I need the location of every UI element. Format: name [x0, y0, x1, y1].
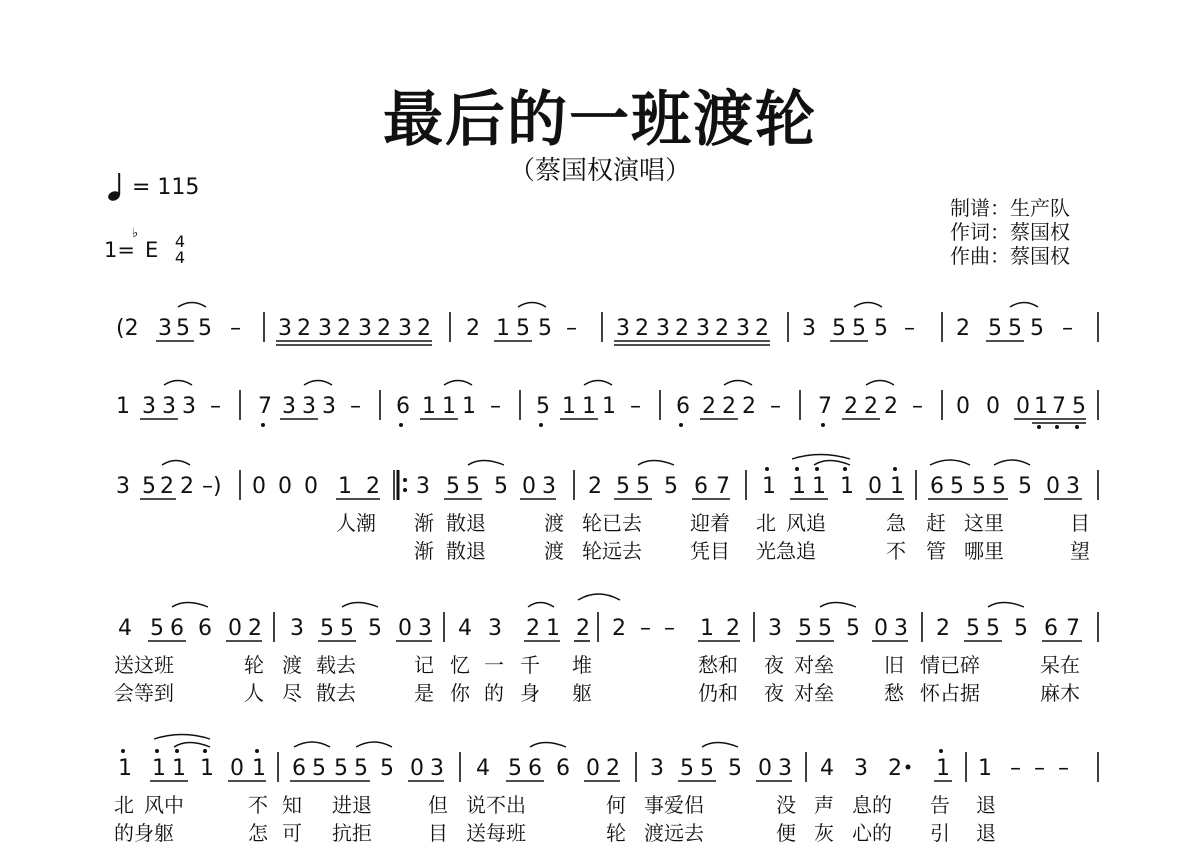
svg-text:0: 0: [252, 474, 266, 499]
svg-text:散退: 散退: [446, 511, 486, 535]
svg-text:2: 2: [576, 616, 590, 641]
svg-text:堆: 堆: [572, 653, 592, 677]
svg-text:5: 5: [1030, 316, 1044, 341]
svg-text:3: 3: [778, 756, 792, 781]
svg-text:迎着: 迎着: [690, 511, 730, 535]
svg-text:3: 3: [768, 616, 782, 641]
svg-text:1: 1: [890, 474, 904, 499]
svg-text:退: 退: [976, 821, 996, 845]
svg-text:2: 2: [864, 394, 878, 419]
svg-text:可: 可: [282, 821, 302, 845]
svg-text:3: 3: [290, 616, 304, 641]
svg-text:0: 0: [410, 756, 424, 781]
svg-text:–: –: [664, 616, 675, 641]
svg-text:不: 不: [886, 539, 906, 563]
svg-text:5: 5: [142, 474, 156, 499]
svg-text:2: 2: [675, 316, 689, 341]
svg-text:2: 2: [466, 316, 480, 341]
svg-text:5: 5: [176, 316, 190, 341]
svg-text:0: 0: [522, 474, 536, 499]
svg-text:2: 2: [366, 474, 380, 499]
svg-text:5: 5: [150, 616, 164, 641]
svg-text:5: 5: [508, 756, 522, 781]
svg-text:5: 5: [1072, 394, 1086, 419]
svg-text:5: 5: [494, 474, 508, 499]
svg-text:事爱侣: 事爱侣: [644, 793, 704, 817]
svg-text:管: 管: [926, 539, 946, 563]
svg-text:6: 6: [694, 474, 708, 499]
svg-text:3: 3: [650, 756, 664, 781]
svg-text:5: 5: [636, 474, 650, 499]
svg-text:5: 5: [320, 616, 334, 641]
svg-text:对垒: 对垒: [794, 653, 834, 677]
svg-text:凭目: 凭目: [690, 539, 730, 563]
svg-text:5: 5: [664, 474, 678, 499]
svg-text:2: 2: [715, 316, 729, 341]
svg-text:2: 2: [936, 616, 950, 641]
svg-text:夜: 夜: [764, 653, 784, 677]
svg-text:光急追: 光急追: [756, 539, 816, 563]
svg-text:5: 5: [616, 474, 630, 499]
svg-text:–: –: [1058, 756, 1069, 781]
lyricist-credit: 作词：蔡国权: [950, 220, 1070, 244]
svg-text:赶: 赶: [926, 511, 946, 535]
svg-text:呆在: 呆在: [1040, 653, 1080, 677]
svg-text:2: 2: [160, 474, 174, 499]
svg-text:告: 告: [930, 793, 950, 817]
svg-text:1: 1: [252, 756, 266, 781]
svg-text:渡: 渡: [544, 539, 564, 563]
svg-text:0: 0: [986, 394, 1000, 419]
svg-text:风中: 风中: [144, 793, 184, 817]
svg-text:1: 1: [152, 756, 166, 781]
svg-text:0: 0: [1046, 474, 1060, 499]
svg-text:5: 5: [1008, 316, 1022, 341]
svg-text:0: 0: [586, 756, 600, 781]
svg-text:身: 身: [520, 681, 540, 705]
svg-text:3: 3: [430, 756, 444, 781]
svg-text:载去: 载去: [316, 653, 356, 677]
svg-text:麻木: 麻木: [1040, 681, 1080, 705]
svg-text:5: 5: [334, 756, 348, 781]
svg-text:5: 5: [700, 756, 714, 781]
svg-text:0: 0: [304, 474, 318, 499]
arranger-credit: 制谱：生产队: [950, 196, 1070, 220]
svg-text:5: 5: [966, 616, 980, 641]
svg-text:5: 5: [198, 316, 212, 341]
svg-text:2: 2: [337, 316, 351, 341]
svg-text:5: 5: [852, 316, 866, 341]
svg-text:北: 北: [756, 511, 776, 535]
svg-text:2: 2: [377, 316, 391, 341]
svg-text:2: 2: [884, 394, 898, 419]
svg-text:–: –: [566, 316, 577, 341]
staff-row-5: [118, 756, 1069, 781]
svg-text:3: 3: [802, 316, 816, 341]
svg-text:6: 6: [1044, 616, 1058, 641]
svg-text:2: 2: [180, 474, 194, 499]
svg-text:5: 5: [972, 474, 986, 499]
svg-text:这里: 这里: [964, 511, 1004, 535]
song-title: 最后的一班渡轮: [383, 85, 817, 155]
svg-text:1: 1: [812, 474, 826, 499]
svg-text:对垒: 对垒: [794, 681, 834, 705]
repeat-dots: [403, 478, 407, 492]
svg-text:尽: 尽: [282, 681, 302, 705]
svg-text:3: 3: [182, 394, 196, 419]
svg-text:愁: 愁: [884, 681, 904, 705]
svg-text:5: 5: [380, 756, 394, 781]
svg-text:引: 引: [930, 821, 950, 845]
svg-text:6: 6: [556, 756, 570, 781]
lyric-row3-v1-0: 人潮: [336, 511, 376, 535]
svg-text:轮: 轮: [244, 653, 264, 677]
svg-text:风追: 风追: [786, 511, 826, 535]
svg-text:6: 6: [396, 394, 410, 419]
svg-text:会等到: 会等到: [114, 681, 174, 705]
svg-text:不: 不: [248, 793, 268, 817]
svg-text:0: 0: [278, 474, 292, 499]
svg-text:5: 5: [986, 616, 1000, 641]
svg-text:2: 2: [755, 316, 769, 341]
svg-text:–: –: [230, 316, 241, 341]
svg-text:5: 5: [728, 756, 742, 781]
svg-text:6: 6: [930, 474, 944, 499]
svg-text:怎: 怎: [248, 821, 268, 845]
svg-text:3: 3: [282, 394, 296, 419]
svg-text:5: 5: [988, 316, 1002, 341]
svg-text:怀占据: 怀占据: [920, 681, 980, 705]
time-bottom: 4: [174, 248, 186, 267]
svg-text:3: 3: [696, 316, 710, 341]
svg-text:2: 2: [635, 316, 649, 341]
svg-text:轮: 轮: [606, 821, 626, 845]
svg-text:哪里: 哪里: [964, 539, 1004, 563]
staff-row-4: [118, 616, 1080, 641]
svg-text:0: 0: [230, 756, 244, 781]
svg-text:渡: 渡: [544, 511, 564, 535]
svg-text:2: 2: [417, 316, 431, 341]
svg-text:–: –: [350, 394, 361, 419]
svg-text:3: 3: [162, 394, 176, 419]
svg-text:5: 5: [538, 316, 552, 341]
svg-text:2: 2: [297, 316, 311, 341]
svg-text:轮远去: 轮远去: [582, 539, 642, 563]
svg-text:是: 是: [414, 681, 434, 705]
svg-text:3: 3: [318, 316, 332, 341]
svg-text:情已碎: 情已碎: [920, 653, 980, 677]
svg-text:2: 2: [844, 394, 858, 419]
svg-text:1: 1: [1034, 394, 1048, 419]
svg-text:送这班: 送这班: [114, 653, 174, 677]
svg-text:1: 1: [116, 394, 130, 419]
svg-text:渐: 渐: [414, 511, 434, 535]
svg-text:3: 3: [854, 756, 868, 781]
svg-text:0: 0: [1016, 394, 1030, 419]
svg-text:–: –: [904, 316, 915, 341]
svg-text:2: 2: [588, 474, 602, 499]
svg-text:人: 人: [244, 681, 264, 705]
svg-text:3: 3: [116, 474, 130, 499]
svg-text:5: 5: [536, 394, 550, 419]
svg-text:–: –: [912, 394, 923, 419]
svg-text:你: 你: [450, 681, 470, 705]
svg-text:1: 1: [562, 394, 576, 419]
svg-text:忆: 忆: [450, 653, 470, 677]
svg-text:3: 3: [358, 316, 372, 341]
svg-text:2: 2: [956, 316, 970, 341]
svg-text:5: 5: [950, 474, 964, 499]
svg-text:1: 1: [338, 474, 352, 499]
svg-text:千: 千: [520, 653, 540, 677]
key-note: E: [144, 238, 159, 262]
svg-text:记: 记: [414, 653, 434, 677]
svg-text:散去: 散去: [316, 681, 356, 705]
svg-text:3: 3: [142, 394, 156, 419]
staff-row-1: [116, 316, 1073, 341]
svg-text:灰: 灰: [814, 821, 834, 845]
svg-text:–: –: [640, 616, 651, 641]
svg-text:1: 1: [762, 474, 776, 499]
svg-text:知: 知: [282, 793, 302, 817]
svg-text:1: 1: [118, 756, 132, 781]
svg-text:–: –: [490, 394, 501, 419]
svg-text:3: 3: [736, 316, 750, 341]
svg-text:7: 7: [1066, 616, 1080, 641]
svg-text:4: 4: [820, 756, 834, 781]
svg-text:躯: 躯: [572, 681, 592, 705]
svg-text:1: 1: [602, 394, 616, 419]
svg-text:但: 但: [428, 793, 448, 817]
svg-text:6: 6: [292, 756, 306, 781]
svg-text:0: 0: [868, 474, 882, 499]
svg-text:3: 3: [302, 394, 316, 419]
svg-text:5: 5: [466, 474, 480, 499]
svg-text:声: 声: [814, 793, 834, 817]
svg-text:2: 2: [612, 616, 626, 641]
svg-text:5: 5: [354, 756, 368, 781]
svg-text:3: 3: [418, 616, 432, 641]
svg-text:便: 便: [776, 821, 796, 845]
svg-text:1: 1: [546, 616, 560, 641]
svg-text:1: 1: [700, 616, 714, 641]
svg-text:5: 5: [680, 756, 694, 781]
svg-text:3: 3: [542, 474, 556, 499]
svg-text:6: 6: [198, 616, 212, 641]
svg-text:1: 1: [462, 394, 476, 419]
staff-row-3: [116, 474, 1080, 499]
svg-text:–: –: [630, 394, 641, 419]
svg-text:1: 1: [422, 394, 436, 419]
composer-credit: 作曲：蔡国权: [950, 244, 1070, 268]
svg-text:3: 3: [416, 474, 430, 499]
svg-text:5: 5: [832, 316, 846, 341]
flat-sign: ♭: [132, 226, 139, 241]
svg-text:5: 5: [992, 474, 1006, 499]
svg-text:渐: 渐: [414, 539, 434, 563]
svg-text:5: 5: [312, 756, 326, 781]
svg-text:5: 5: [340, 616, 354, 641]
svg-text:目: 目: [428, 821, 448, 845]
svg-text:3: 3: [1066, 474, 1080, 499]
time-top: 4: [174, 232, 186, 251]
svg-text:–: –: [1010, 756, 1021, 781]
svg-text:5: 5: [446, 474, 460, 499]
svg-text:5: 5: [818, 616, 832, 641]
svg-text:1: 1: [840, 474, 854, 499]
svg-text:散退: 散退: [446, 539, 486, 563]
svg-text:愁和: 愁和: [698, 653, 738, 677]
svg-text:7: 7: [818, 394, 832, 419]
svg-text:2: 2: [742, 394, 756, 419]
svg-text:1: 1: [442, 394, 456, 419]
svg-text:1: 1: [936, 756, 950, 781]
song-subtitle: （蔡国权演唱）: [508, 156, 691, 186]
svg-text:3: 3: [322, 394, 336, 419]
svg-text:的身躯: 的身躯: [114, 821, 174, 845]
svg-text:3: 3: [278, 316, 292, 341]
svg-text:3: 3: [488, 616, 502, 641]
svg-text:2: 2: [726, 616, 740, 641]
svg-text:0: 0: [758, 756, 772, 781]
svg-text:6: 6: [676, 394, 690, 419]
svg-text:心的: 心的: [852, 821, 892, 845]
svg-text:送每班: 送每班: [466, 821, 526, 845]
svg-text:0: 0: [398, 616, 412, 641]
svg-text:3: 3: [398, 316, 412, 341]
svg-text:说不出: 说不出: [466, 793, 526, 817]
svg-text:2: 2: [606, 756, 620, 781]
svg-text:3: 3: [894, 616, 908, 641]
svg-text:3: 3: [158, 316, 172, 341]
svg-text:3: 3: [616, 316, 630, 341]
svg-text:2: 2: [702, 394, 716, 419]
svg-text:2: 2: [722, 394, 736, 419]
svg-text:–: –: [210, 394, 221, 419]
svg-text:旧: 旧: [884, 653, 904, 677]
svg-text:望: 望: [1070, 539, 1090, 563]
svg-text:–): –): [202, 474, 222, 499]
svg-text:的: 的: [484, 681, 504, 705]
svg-text:0: 0: [874, 616, 888, 641]
svg-text:目: 目: [1070, 511, 1090, 535]
svg-text:没: 没: [776, 793, 796, 817]
svg-text:–: –: [1034, 756, 1045, 781]
svg-text:一: 一: [484, 653, 504, 677]
svg-text:4: 4: [118, 616, 132, 641]
svg-text:渡远去: 渡远去: [644, 821, 704, 845]
svg-text:1: 1: [496, 316, 510, 341]
svg-text:6: 6: [170, 616, 184, 641]
svg-text:–: –: [770, 394, 781, 419]
svg-text:夜: 夜: [764, 681, 784, 705]
svg-text:5: 5: [1018, 474, 1032, 499]
svg-text:轮已去: 轮已去: [582, 511, 642, 535]
svg-text:何: 何: [606, 793, 626, 817]
svg-text:5: 5: [846, 616, 860, 641]
svg-text:3: 3: [656, 316, 670, 341]
svg-text:仍和: 仍和: [698, 681, 738, 705]
svg-text:5: 5: [1014, 616, 1028, 641]
staff-row-2: [116, 394, 1086, 419]
svg-text:1: 1: [978, 756, 992, 781]
svg-text:7: 7: [258, 394, 272, 419]
svg-text:1: 1: [582, 394, 596, 419]
svg-text:0: 0: [228, 616, 242, 641]
svg-text:5: 5: [874, 316, 888, 341]
svg-text:1: 1: [200, 756, 214, 781]
tempo-value: = 115: [132, 174, 200, 200]
svg-text:急: 急: [886, 511, 906, 535]
svg-text:5: 5: [798, 616, 812, 641]
svg-text:2: 2: [526, 616, 540, 641]
svg-text:6: 6: [528, 756, 542, 781]
svg-text:4: 4: [458, 616, 472, 641]
svg-text:(2: (2: [116, 316, 139, 341]
svg-text:5: 5: [516, 316, 530, 341]
svg-text:0: 0: [956, 394, 970, 419]
svg-text:7: 7: [1052, 394, 1066, 419]
svg-text:息的: 息的: [852, 793, 892, 817]
svg-text:退: 退: [976, 793, 996, 817]
svg-text:5: 5: [368, 616, 382, 641]
svg-text:抗拒: 抗拒: [332, 821, 372, 845]
svg-text:进退: 进退: [332, 793, 372, 817]
svg-text:1: 1: [792, 474, 806, 499]
key-prefix: 1=: [104, 238, 135, 262]
svg-text:渡: 渡: [282, 653, 302, 677]
svg-text:4: 4: [476, 756, 490, 781]
svg-text:7: 7: [716, 474, 730, 499]
svg-text:2: 2: [888, 756, 902, 781]
svg-text:1: 1: [172, 756, 186, 781]
svg-text:2: 2: [248, 616, 262, 641]
svg-text:北: 北: [114, 793, 134, 817]
svg-text:–: –: [1062, 316, 1073, 341]
